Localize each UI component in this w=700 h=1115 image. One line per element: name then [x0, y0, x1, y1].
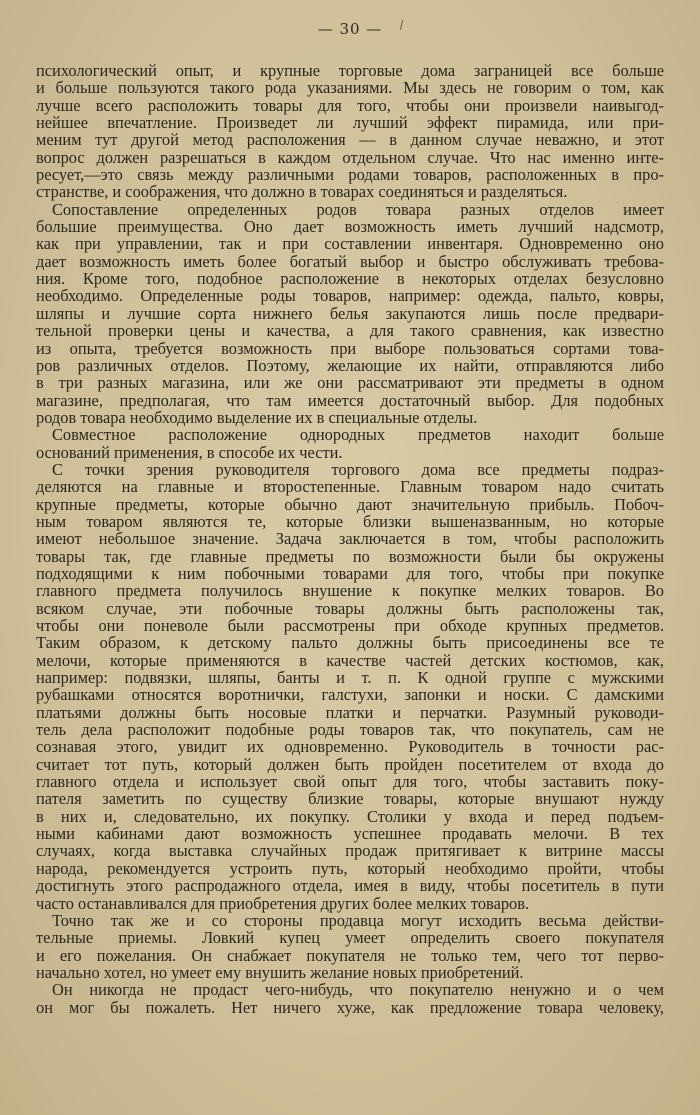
text-line: и его пожелания. Он снабжает покупателя не только тем, чего тот перво- [36, 945, 664, 965]
text-line: и больше пользуются такого рода указаниями. Мы здесь не говорим о том, как [36, 78, 664, 98]
text-line: ресует,—это связь между различными родами товаров, расположенных в про- [36, 165, 664, 185]
text-line: начально хотел, но умеет ему внушить желание новых приобретений. [36, 962, 524, 982]
text-line: достигнуть этого распродажного отдела, имея в виду, чтобы посетитель в пути [36, 876, 664, 896]
text-line: в три разных магазина, или же они рассматривают эти предметы в одном [36, 373, 664, 393]
text-line: нейшее впечатление. Произведет ли лучший эффект пирамида, или при- [36, 113, 664, 133]
text-line: рубашками относятся воротнички, галстухи, запонки и носки. С дамскими [36, 685, 664, 705]
text-line: товары так, где главные предметы по возможности были бы окружены [36, 546, 664, 566]
text-line: С точки зрения руководителя торгового дома все предметы подраз- [52, 459, 664, 479]
text-line: магазине, предполагая, что там имеется достаточный выбор. Для подобных [36, 390, 664, 410]
text-line: часто останавливался для приобретения других более мелких товаров. [36, 893, 530, 913]
text-line: пателя заметить по существу близкие товары, которые внушают нужду [36, 789, 664, 809]
body-text [36, 62, 664, 1016]
text-line: считает тот путь, который должен быть пройден посетителем от входа до [36, 754, 664, 774]
text-line: психологический опыт, и крупные торговые дома заграницей все больше [36, 61, 664, 80]
text-line: платьями должны быть носовые платки и перчатки. Разумный руководи- [36, 702, 664, 722]
text-line: народа, рекомендуется устроить путь, который необходимо пройти, чтобы [36, 858, 664, 878]
text-line: случаях, когда выставка случайных продаж притягивает к витрине массы [36, 841, 664, 861]
text-line: Совместное расположение однородных предметов находит больше [52, 425, 664, 445]
text-line: тельные приемы. Ловкий купец умеет определить своего покупателя [36, 928, 664, 948]
text-line: оснований применения, в способе их чести. [36, 442, 343, 462]
text-line: Он никогда не продаст чего-нибудь, что покупателю ненужно и о чем [52, 980, 664, 1000]
text-line: шляпы и лучшие сорта нижнего белья закупаются лишь после предвари- [36, 303, 664, 323]
text-line: родов товара необходимо выделение их в специальные отделы. [36, 407, 478, 427]
text-line: подходящими к ним побочными товарами для того, чтобы при покупке [36, 563, 664, 583]
text-line: крупные предметы, которые обычно дают значительную прибыль. Побоч- [36, 494, 664, 514]
text-line: ния. Кроме того, подобное расположение в некоторых отделах безусловно [36, 269, 664, 289]
text-line: из опыта, требуется возможность при выборе пользоваться сортами това- [36, 338, 664, 358]
text-line: мелочи, которые применяются в качестве частей детских костюмов, как, [36, 650, 664, 670]
text-line: странстве, и соображения, что должно в товарах соединяться и разделяться. [36, 182, 568, 202]
text-line: как при управлении, так и при составлении инвентаря. Одновременно оно [36, 234, 664, 254]
page-number: — 30 — [317, 20, 383, 38]
text-line: сознавая этого, увидит их одновременно. Руководитель в точности рас- [36, 737, 664, 757]
text-line: ров различных отделов. Поэтому, желающие их найти, отправляются либо [36, 355, 664, 375]
text-line: Сопоставление определенных родов товара разных отделов имеет [52, 199, 664, 219]
text-line: главного предмета получилось внушение к покупке мелких товаров. Во [36, 581, 664, 601]
text-line: чтобы они поневоле были рассмотрены при обходе крупных предметов. [36, 616, 664, 635]
text-line: деляются на главные и второстепенные. Главным товаром надо считать [36, 477, 664, 497]
text-line: ными кабинами дают возможность успешнее продавать мелочи. В тех [36, 824, 664, 844]
text-line: лучше всего расположить товары для того, чтобы они произвели наивыгод- [36, 95, 664, 115]
text-line: Таким образом, к детскому пальто должны быть присоединены все те [36, 633, 664, 653]
text-line: главного отдела и использует свой опыт для того, чтобы заставить поку- [36, 772, 664, 792]
text-line: всяком случае, эти побочные товары должны быть расположены так, [36, 598, 664, 618]
text-line: большие преимущества. Оно дает возможность иметь лучший надсмотр, [36, 217, 664, 237]
text-line: дает возможность иметь более богатый выбор и быстро обслуживать требова- [36, 251, 664, 271]
text-line: например: подвязки, шляпы, банты и т. п. К одной группе с мужскими [36, 668, 664, 688]
text-line: ным товаром являются те, которые близки вышеназванным, но которые [36, 511, 664, 531]
text-line: меним тут другой метод расположения — в данном случае неважно, и этот [36, 130, 664, 150]
text-line: необходимо. Определенные роды товаров, например: одежда, пальто, ковры, [36, 286, 664, 306]
text-line: имеют небольшое значение. Задача заключается в том, чтобы расположить [36, 529, 664, 549]
text-line: тель дела расположит подобные роды товаров так, что покупатель, сам не [36, 720, 664, 740]
text-line: в них и, следовательно, их покупку. Столики у входа и перед подъем- [36, 806, 664, 826]
text-line: тельной проверки цены и качества, а для такого сравнения, как известно [36, 321, 664, 341]
text-line: Точно так же и со стороны продавца могут исходить весьма действи- [52, 910, 664, 930]
text-line: вопрос должен разрешаться в каждом отдельном случае. Что нас именно инте- [36, 147, 664, 167]
text-line: он мог бы пожалеть. Нет ничего хуже, как предложение товара человеку, [36, 997, 664, 1017]
